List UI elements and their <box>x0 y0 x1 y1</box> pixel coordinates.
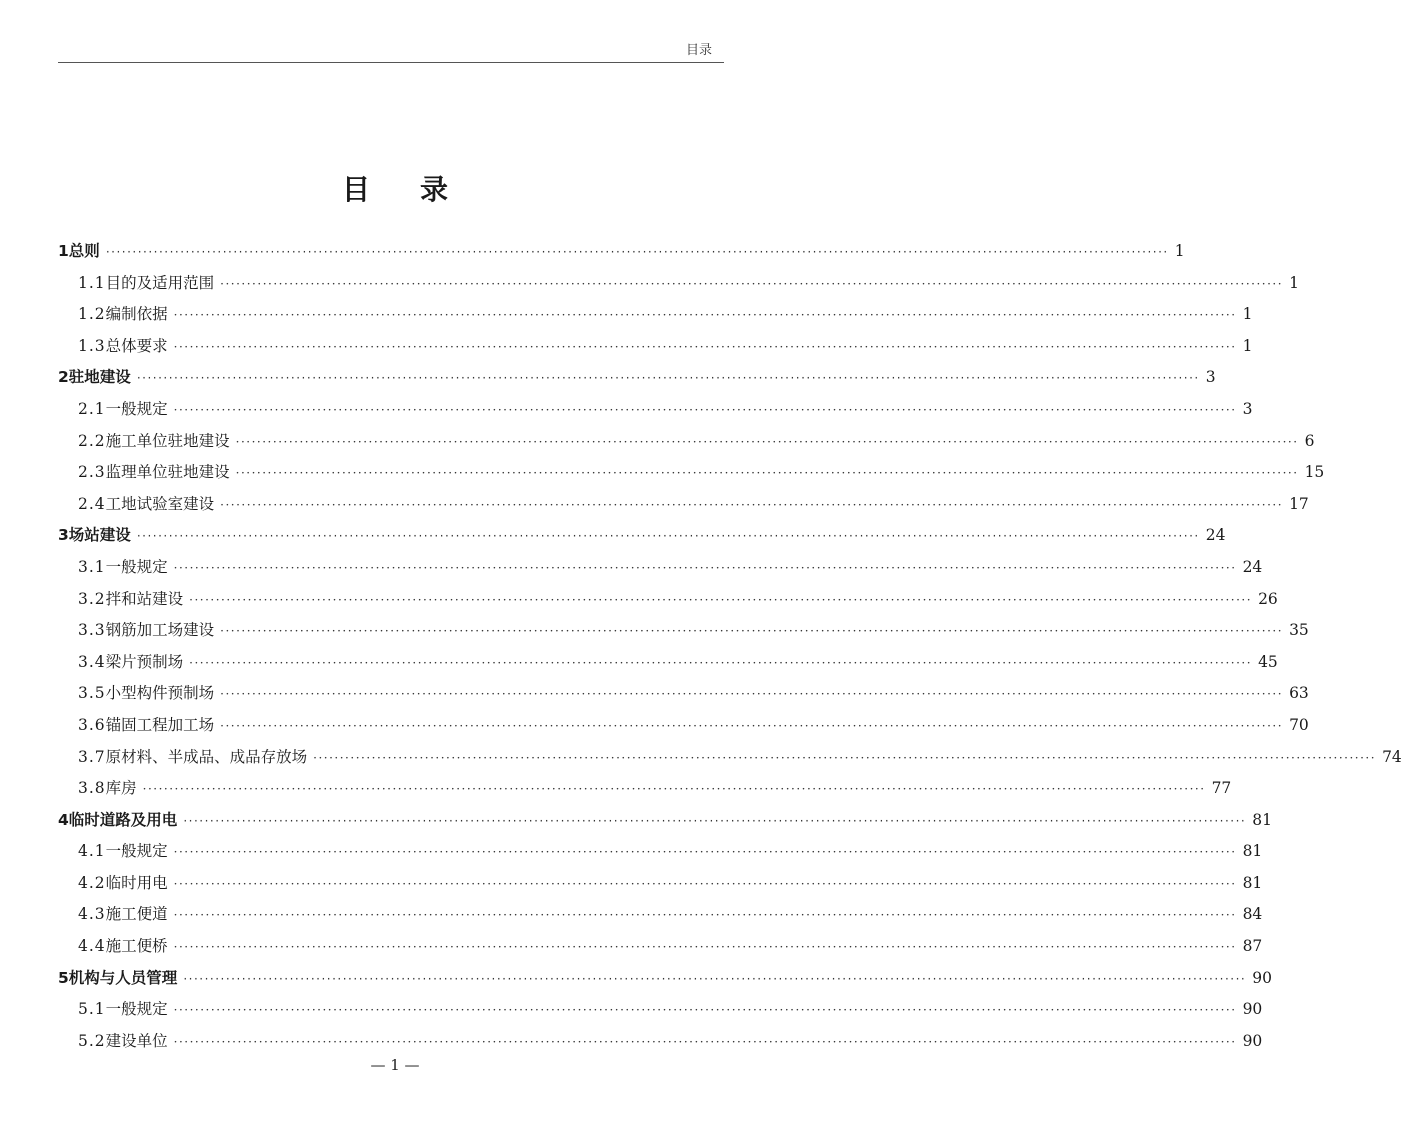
dot-leader: ········································································································································································································ <box>105 245 1169 259</box>
toc-entry-title: 临时用电 <box>105 873 168 892</box>
toc-entry-number: 1 <box>58 242 69 260</box>
toc-entry-number: 4.2 <box>78 873 106 892</box>
toc-section-entry[interactable] <box>58 773 1232 805</box>
toc-section-entry[interactable] <box>58 457 1325 489</box>
toc-entry-title: 场站建设 <box>68 526 131 545</box>
dot-leader: ········································································································································································································ <box>220 497 1284 512</box>
dot-leader: ········································································································································································································ <box>173 402 1237 417</box>
toc-section-entry[interactable] <box>58 552 1263 584</box>
header-text: 目录 <box>685 43 712 58</box>
toc-section-entry[interactable] <box>58 394 1253 426</box>
dot-leader: ········································································································································································································ <box>173 560 1237 575</box>
toc-entry-number: 2.4 <box>78 494 106 513</box>
toc-entry-title: 工地试验室建设 <box>105 494 215 513</box>
toc-entry-page: 24 <box>1242 557 1263 576</box>
toc-entry-page: 1 <box>1242 305 1253 324</box>
toc-entry-page: 77 <box>1211 779 1232 798</box>
dot-leader: ········································································································································································································ <box>173 845 1237 860</box>
toc-entry-number: 4.3 <box>78 905 106 924</box>
toc-section-entry[interactable] <box>58 710 1309 742</box>
toc-section-entry[interactable] <box>58 836 1263 868</box>
dot-leader: ········································································································································································································ <box>142 782 1206 797</box>
toc-chapter-entry[interactable] <box>58 236 1185 268</box>
toc-entry-page: 1 <box>1289 273 1299 292</box>
toc-section-entry[interactable] <box>58 615 1309 647</box>
toc-entry-title: 监理单位驻地建设 <box>105 463 230 482</box>
toc-entry-number: 3.1 <box>78 557 106 576</box>
toc-entry-title: 一般规定 <box>105 557 168 576</box>
toc-entry-number: 5.1 <box>78 1000 106 1019</box>
dot-leader: ········································································································································································································ <box>173 1034 1237 1049</box>
dot-leader: ········································································································································································································ <box>189 592 1253 607</box>
toc-entry-number: 3.6 <box>78 715 106 734</box>
toc-entry-page: 90 <box>1252 968 1272 987</box>
toc-chapter-entry[interactable] <box>58 362 1216 394</box>
toc-chapter-entry[interactable] <box>58 520 1226 552</box>
toc-entry-title: 一般规定 <box>105 399 168 418</box>
toc-entry-number: 1.1 <box>78 273 106 292</box>
dot-leader: ········································································································································································································ <box>220 624 1284 639</box>
dot-leader: ········································································································································································································ <box>235 434 1299 449</box>
toc-entry-title: 一般规定 <box>105 842 168 861</box>
toc-entry-page: 35 <box>1289 621 1309 640</box>
toc-entry-number: 3.5 <box>78 684 106 703</box>
toc-entry-number: 3.8 <box>78 779 106 798</box>
dot-leader: ········································································································································································································ <box>173 339 1237 354</box>
dot-leader: ········································································································································································································ <box>173 1003 1237 1018</box>
toc-entry-title: 原材料、半成品、成品存放场 <box>105 747 308 766</box>
toc-entry-page: 24 <box>1205 526 1226 545</box>
toc-entry-page: 45 <box>1258 652 1278 671</box>
table-of-contents <box>58 236 1402 1057</box>
toc-section-entry[interactable] <box>58 426 1315 458</box>
dot-leader: ········································································································································································································ <box>136 371 1200 386</box>
toc-entry-number: 3 <box>58 526 69 545</box>
toc-chapter-entry[interactable] <box>58 963 1272 995</box>
dot-leader: ········································································································································································································ <box>136 529 1200 544</box>
page-title: 目录 <box>341 173 498 206</box>
toc-entry-page: 81 <box>1252 810 1272 829</box>
toc-entry-page: 6 <box>1304 431 1315 450</box>
toc-entry-page: 63 <box>1289 684 1309 703</box>
toc-entry-title: 施工便桥 <box>105 937 168 956</box>
toc-entry-number: 2.2 <box>78 431 106 450</box>
toc-entry-number: 4.4 <box>78 937 106 956</box>
dot-leader: ········································································································································································································ <box>173 308 1237 323</box>
toc-entry-title: 目的及适用范围 <box>105 273 215 292</box>
toc-entry-number: 3.7 <box>78 747 106 766</box>
toc-section-entry[interactable] <box>58 899 1263 931</box>
toc-entry-number: 3.3 <box>78 621 106 640</box>
toc-entry-page: 90 <box>1242 1031 1263 1050</box>
dot-leader: ········································································································································································································ <box>220 276 1284 291</box>
toc-section-entry[interactable] <box>58 489 1309 521</box>
toc-chapter-entry[interactable] <box>58 805 1272 837</box>
toc-entry-page: 87 <box>1242 937 1263 956</box>
toc-section-entry[interactable] <box>58 584 1278 616</box>
toc-section-entry[interactable] <box>58 994 1263 1026</box>
toc-section-entry[interactable] <box>58 868 1263 900</box>
toc-entry-page: 90 <box>1242 1000 1263 1019</box>
toc-section-entry[interactable] <box>58 678 1309 710</box>
toc-entry-page: 1 <box>1242 336 1253 355</box>
dot-leader: ········································································································································································································ <box>173 876 1237 891</box>
toc-entry-title: 机构与人员管理 <box>68 968 178 987</box>
toc-entry-title: 一般规定 <box>105 1000 168 1019</box>
toc-entry-number: 1.3 <box>78 336 106 355</box>
page-number: — 1 — <box>370 1056 420 1074</box>
toc-entry-number: 5 <box>58 968 69 987</box>
toc-entry-title: 建设单位 <box>105 1031 168 1050</box>
toc-entry-page: 1 <box>1174 242 1185 260</box>
toc-entry-title: 总则 <box>68 242 100 260</box>
toc-entry-page: 26 <box>1258 589 1278 608</box>
toc-entry-page: 81 <box>1242 842 1263 861</box>
toc-entry-title: 梁片预制场 <box>105 652 184 671</box>
toc-entry-title: 施工单位驻地建设 <box>105 431 230 450</box>
toc-entry-page: 3 <box>1205 368 1216 387</box>
toc-entry-page: 81 <box>1242 873 1263 892</box>
dot-leader: ········································································································································································································ <box>313 750 1377 765</box>
toc-entry-title: 驻地建设 <box>68 368 131 387</box>
toc-entry-page: 84 <box>1242 905 1263 924</box>
toc-entry-number: 4.1 <box>78 842 106 861</box>
dot-leader: ········································································································································································································ <box>235 466 1299 481</box>
toc-section-entry[interactable] <box>58 331 1253 363</box>
toc-entry-number: 3.4 <box>78 652 106 671</box>
toc-entry-page: 15 <box>1304 463 1325 482</box>
toc-entry-number: 2.1 <box>78 399 106 418</box>
toc-entry-title: 锚固工程加工场 <box>105 715 215 734</box>
toc-entry-number: 5.2 <box>78 1031 106 1050</box>
toc-section-entry[interactable] <box>58 742 1402 774</box>
toc-section-entry[interactable] <box>58 647 1278 679</box>
toc-section-entry[interactable] <box>58 268 1299 300</box>
toc-entry-number: 3.2 <box>78 589 106 608</box>
toc-entry-page: 74 <box>1382 747 1402 766</box>
toc-entry-title: 钢筋加工场建设 <box>105 621 215 640</box>
dot-leader: ········································································································································································································ <box>183 971 1247 986</box>
toc-entry-number: 1.2 <box>78 305 106 324</box>
dot-leader: ········································································································································································································ <box>173 940 1237 955</box>
running-header <box>58 34 724 63</box>
toc-entry-page: 17 <box>1289 494 1309 513</box>
toc-section-entry[interactable] <box>58 1026 1263 1058</box>
dot-leader: ········································································································································································································ <box>189 655 1253 670</box>
dot-leader: ········································································································································································································ <box>183 813 1247 828</box>
toc-section-entry[interactable] <box>58 299 1253 331</box>
toc-entry-page: 3 <box>1242 399 1253 418</box>
dot-leader: ········································································································································································································ <box>220 718 1284 733</box>
dot-leader: ········································································································································································································ <box>173 908 1237 923</box>
toc-entry-title: 编制依据 <box>105 305 168 324</box>
toc-entry-title: 施工便道 <box>105 905 168 924</box>
toc-entry-number: 2 <box>58 368 69 387</box>
toc-entry-title: 总体要求 <box>105 336 168 355</box>
toc-section-entry[interactable] <box>58 931 1263 963</box>
toc-entry-title: 临时道路及用电 <box>68 810 178 829</box>
toc-entry-title: 库房 <box>105 779 137 798</box>
toc-entry-page: 70 <box>1289 715 1309 734</box>
toc-entry-title: 拌和站建设 <box>105 589 184 608</box>
dot-leader: ········································································································································································································ <box>220 687 1284 702</box>
toc-entry-title: 小型构件预制场 <box>105 684 215 703</box>
toc-entry-number: 4 <box>58 810 69 829</box>
toc-entry-number: 2.3 <box>78 463 106 482</box>
